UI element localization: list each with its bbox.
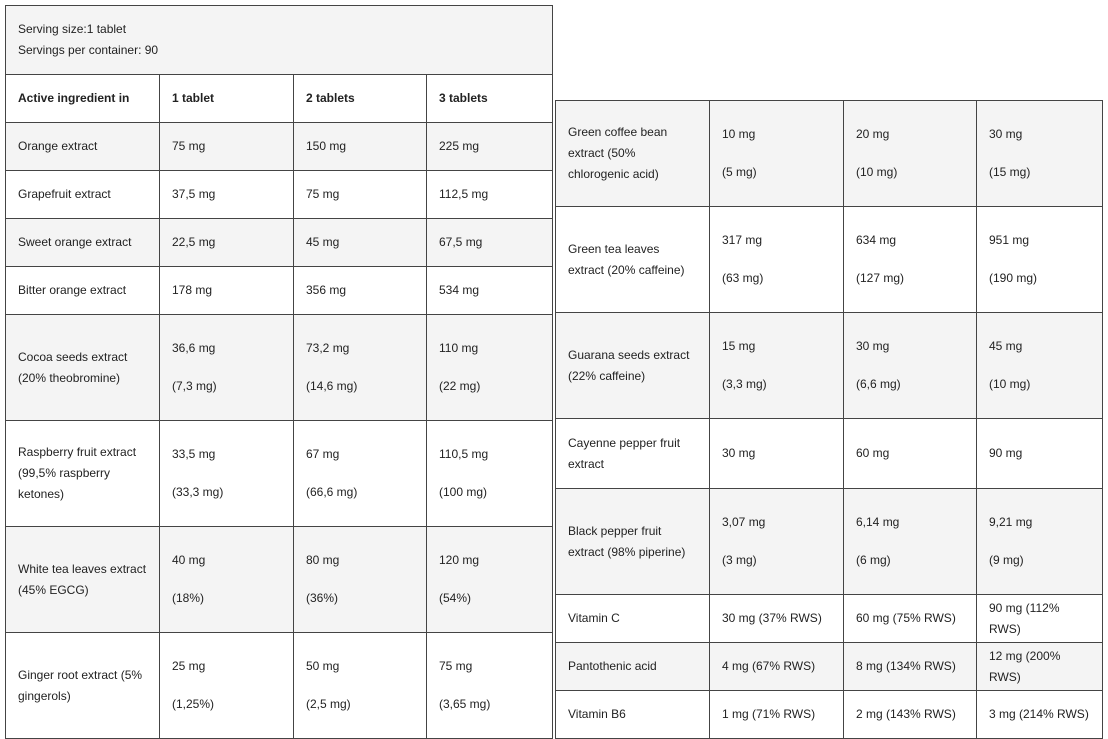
amount-1-tablet <box>160 421 294 527</box>
amount-2-tablets <box>294 421 427 527</box>
table-row <box>556 489 1103 595</box>
header-3-tablets: 3 tablets <box>427 75 553 123</box>
amount-detail: (6,6 mg) <box>856 377 901 391</box>
table-row <box>6 267 553 315</box>
amount-value: 634 mg <box>856 233 897 247</box>
amount-2-tablets: 60 mg (75% RWS) <box>844 595 977 643</box>
amount-3-tablets <box>977 207 1103 313</box>
amount-value: 9,21 mg <box>989 515 1033 529</box>
amount-3-tablets <box>427 633 553 739</box>
table-row <box>6 123 553 171</box>
amount-1-tablet <box>710 313 844 419</box>
amount-detail: (63 mg) <box>722 271 764 285</box>
amount-3-tablets <box>977 313 1103 419</box>
ingredient-name: Green coffee bean extract (50% chlorogenic acid) <box>556 101 710 207</box>
table-row <box>6 421 553 527</box>
amount-1-tablet: 22,5 mg <box>160 219 294 267</box>
amount-value: 6,14 mg <box>856 515 900 529</box>
amount-3-tablets: 3 mg (214% RWS) <box>977 691 1103 739</box>
amount-value: 50 mg <box>306 659 340 673</box>
amount-1-tablet <box>160 633 294 739</box>
amount-value: 25 mg <box>172 659 206 673</box>
serving-size: Serving size:1 tablet <box>18 22 127 36</box>
amount-detail: (100 mg) <box>439 485 488 499</box>
amount-2-tablets: 2 mg (143% RWS) <box>844 691 977 739</box>
amount-detail: (3,65 mg) <box>439 697 491 711</box>
amount-3-tablets: 90 mg <box>977 419 1103 489</box>
ingredient-name: Sweet orange extract <box>6 219 160 267</box>
amount-2-tablets: 45 mg <box>294 219 427 267</box>
header-2-tablets: 2 tablets <box>294 75 427 123</box>
amount-value: 33,5 mg <box>172 447 216 461</box>
ingredient-name: Guarana seeds extract (22% caffeine) <box>556 313 710 419</box>
amount-value: 3,07 mg <box>722 515 766 529</box>
table-row <box>6 171 553 219</box>
table-row <box>556 419 1103 489</box>
amount-1-tablet: 178 mg <box>160 267 294 315</box>
amount-1-tablet <box>160 527 294 633</box>
amount-3-tablets: 12 mg (200% RWS) <box>977 643 1103 691</box>
amount-2-tablets <box>294 633 427 739</box>
ingredient-name: Green tea leaves extract (20% caffeine) <box>556 207 710 313</box>
amount-value: 110,5 mg <box>439 447 489 461</box>
amount-2-tablets: 75 mg <box>294 171 427 219</box>
ingredient-name: White tea leaves extract (45% EGCG) <box>6 527 160 633</box>
amount-value: 20 mg <box>856 127 890 141</box>
amount-3-tablets: 534 mg <box>427 267 553 315</box>
amount-1-tablet <box>160 315 294 421</box>
amount-value: 40 mg <box>172 553 206 567</box>
amount-detail: (5 mg) <box>722 165 757 179</box>
amount-3-tablets <box>427 527 553 633</box>
amount-detail: (3,3 mg) <box>722 377 767 391</box>
header-ingredient: Active ingredient in <box>6 75 160 123</box>
ingredient-name: Cocoa seeds extract (20% theobromine) <box>6 315 160 421</box>
amount-detail: (2,5 mg) <box>306 697 351 711</box>
amount-value: 30 mg <box>989 127 1023 141</box>
amount-1-tablet: 1 mg (71% RWS) <box>710 691 844 739</box>
amount-value: 10 mg <box>722 127 756 141</box>
amount-value: 80 mg <box>306 553 340 567</box>
amount-2-tablets <box>844 101 977 207</box>
amount-1-tablet: 75 mg <box>160 123 294 171</box>
amount-detail: (190 mg) <box>989 271 1038 285</box>
amount-3-tablets <box>977 489 1103 595</box>
amount-detail: (33,3 mg) <box>172 485 224 499</box>
header-1-tablet: 1 tablet <box>160 75 294 123</box>
amount-2-tablets <box>844 313 977 419</box>
amount-2-tablets: 60 mg <box>844 419 977 489</box>
serving-info-row <box>6 6 553 75</box>
nutrition-table-left <box>5 5 553 739</box>
amount-3-tablets: 112,5 mg <box>427 171 553 219</box>
table-row <box>556 207 1103 313</box>
table-row <box>6 633 553 739</box>
amount-1-tablet: 30 mg (37% RWS) <box>710 595 844 643</box>
amount-value: 15 mg <box>722 339 756 353</box>
amount-detail: (22 mg) <box>439 379 481 393</box>
amount-2-tablets <box>844 207 977 313</box>
ingredient-name: Bitter orange extract <box>6 267 160 315</box>
servings-per-container: Servings per container: 90 <box>18 43 159 57</box>
amount-1-tablet: 37,5 mg <box>160 171 294 219</box>
amount-detail: (54%) <box>439 591 472 605</box>
amount-value: 30 mg <box>856 339 890 353</box>
amount-detail: (18%) <box>172 591 205 605</box>
amount-3-tablets: 225 mg <box>427 123 553 171</box>
amount-2-tablets: 356 mg <box>294 267 427 315</box>
amount-value: 75 mg <box>439 659 473 673</box>
amount-3-tablets <box>427 315 553 421</box>
table-row <box>556 691 1103 739</box>
amount-detail: (66,6 mg) <box>306 485 358 499</box>
amount-detail: (127 mg) <box>856 271 905 285</box>
amount-detail: (9 mg) <box>989 553 1024 567</box>
amount-3-tablets <box>427 421 553 527</box>
amount-2-tablets <box>294 527 427 633</box>
ingredient-name: Black pepper fruit extract (98% piperine) <box>556 489 710 595</box>
amount-detail: (10 mg) <box>856 165 898 179</box>
ingredient-name: Orange extract <box>6 123 160 171</box>
amount-detail: (10 mg) <box>989 377 1031 391</box>
amount-detail: (14,6 mg) <box>306 379 358 393</box>
amount-2-tablets: 8 mg (134% RWS) <box>844 643 977 691</box>
ingredient-name: Grapefruit extract <box>6 171 160 219</box>
amount-detail: (1,25%) <box>172 697 215 711</box>
table-row <box>6 527 553 633</box>
amount-detail: (36%) <box>306 591 339 605</box>
amount-1-tablet: 4 mg (67% RWS) <box>710 643 844 691</box>
amount-2-tablets: 150 mg <box>294 123 427 171</box>
amount-detail: (3 mg) <box>722 553 757 567</box>
nutrition-table-right <box>555 100 1103 739</box>
amount-value: 120 mg <box>439 553 480 567</box>
ingredient-name: Pantothenic acid <box>556 643 710 691</box>
amount-value: 317 mg <box>722 233 763 247</box>
table-row <box>556 643 1103 691</box>
amount-detail: (6 mg) <box>856 553 891 567</box>
table-row <box>556 595 1103 643</box>
ingredient-name: Cayenne pepper fruit extract <box>556 419 710 489</box>
amount-value: 951 mg <box>989 233 1030 247</box>
amount-detail: (15 mg) <box>989 165 1031 179</box>
amount-value: 36,6 mg <box>172 341 216 355</box>
table-row <box>556 101 1103 207</box>
ingredient-name: Raspberry fruit extract (99,5% raspberry ketones) <box>6 421 160 527</box>
amount-value: 110 mg <box>439 341 479 355</box>
amount-value: 67 mg <box>306 447 340 461</box>
table-row <box>6 315 553 421</box>
amount-2-tablets <box>844 489 977 595</box>
amount-1-tablet <box>710 101 844 207</box>
amount-2-tablets <box>294 315 427 421</box>
amount-1-tablet <box>710 207 844 313</box>
amount-3-tablets <box>977 101 1103 207</box>
amount-1-tablet: 30 mg <box>710 419 844 489</box>
ingredient-name: Vitamin B6 <box>556 691 710 739</box>
amount-value: 73,2 mg <box>306 341 350 355</box>
table-row <box>6 219 553 267</box>
table-row <box>556 313 1103 419</box>
ingredient-name: Ginger root extract (5% gingerols) <box>6 633 160 739</box>
amount-3-tablets: 67,5 mg <box>427 219 553 267</box>
amount-detail: (7,3 mg) <box>172 379 217 393</box>
header-row <box>6 75 553 123</box>
amount-value: 45 mg <box>989 339 1023 353</box>
serving-info-cell <box>6 6 553 75</box>
ingredient-name: Vitamin C <box>556 595 710 643</box>
amount-1-tablet <box>710 489 844 595</box>
amount-3-tablets: 90 mg (112% RWS) <box>977 595 1103 643</box>
